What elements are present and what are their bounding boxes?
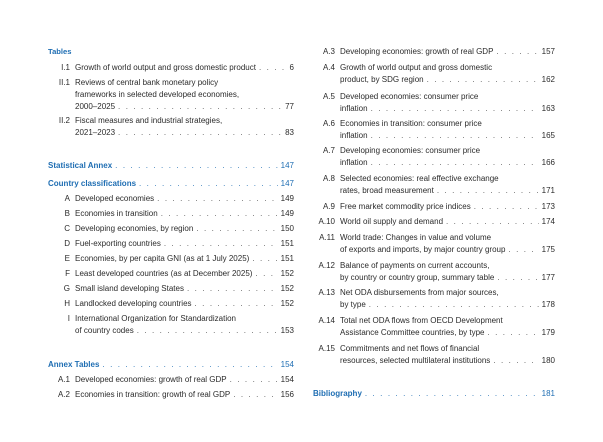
leader-dots: [365, 389, 539, 398]
toc-entry-number: A.6: [322, 119, 335, 128]
toc-entry[interactable]: [313, 91, 555, 115]
leader-dots: [493, 355, 538, 367]
toc-entry-number: A.4: [322, 63, 335, 72]
toc-entry-title: Reviews of central bank monetary policy: [75, 78, 219, 87]
statistical-annex-page: 147: [280, 161, 294, 170]
toc-entry[interactable]: [313, 173, 555, 197]
toc-entry-page: 152: [280, 284, 294, 293]
toc-entry-title: Economies in transition: growth of real GDP: [75, 390, 231, 399]
toc-entry-number: A.2: [57, 390, 70, 399]
toc-entry-page: 156: [280, 390, 294, 399]
toc-entry-title: Selected economies: real effective exchange: [340, 174, 499, 183]
leader-dots: [259, 62, 287, 74]
toc-entry-title: Free market commodity price indices: [340, 202, 471, 211]
leader-dots: [195, 298, 278, 310]
toc-entry-title: product, by SDG region: [340, 75, 424, 84]
toc-entry-number: G: [63, 284, 70, 293]
leader-dots: [102, 360, 277, 369]
toc-entry[interactable]: [313, 145, 555, 169]
toc-entry-title: Developing economies: consumer price: [340, 146, 481, 155]
toc-entry-page: 152: [280, 299, 294, 308]
toc-entry[interactable]: [48, 115, 294, 139]
toc-entry[interactable]: [48, 313, 294, 337]
statistical-annex-label: Statistical Annex: [48, 161, 113, 170]
toc-entry-number: A.5: [322, 92, 335, 101]
leader-dots: [255, 268, 277, 280]
toc-entry-page: 175: [541, 245, 555, 254]
toc-entry-page: 77: [285, 102, 294, 111]
toc-entry-title: frameworks in selected developed economies,: [75, 90, 240, 99]
toc-entry-number: D: [64, 239, 70, 248]
leader-dots: [496, 46, 538, 58]
toc-entry-title: Assistance Committee countries, by type: [340, 328, 485, 337]
leader-dots: [137, 325, 278, 337]
toc-entry-page: 83: [285, 128, 294, 137]
toc-entry-title: Economies in transition: [75, 209, 158, 218]
toc-entry-page: 151: [280, 254, 294, 263]
toc-entry-title: Total net ODA flows from OECD Development: [340, 316, 503, 325]
toc-entry-title: Net ODA disbursements from major sources,: [340, 288, 499, 297]
annex-tables-entry[interactable]: [48, 360, 294, 369]
leader-dots: [115, 161, 277, 170]
toc-entry-page: 166: [541, 158, 555, 167]
toc-entry-title: Commitments and net flows of financial: [340, 344, 480, 353]
toc-entry-page: 153: [280, 326, 294, 335]
tables-heading: Tables: [48, 47, 72, 56]
toc-entry[interactable]: [313, 287, 555, 311]
toc-entry-title: Developed economies: [75, 194, 155, 203]
toc-entry[interactable]: [313, 118, 555, 142]
leader-dots: [164, 238, 278, 250]
toc-entry-title: of country codes: [75, 326, 134, 335]
toc-entry-title: 2021–2023: [75, 128, 116, 137]
bibliography-page: 181: [541, 389, 555, 398]
leader-dots: [233, 389, 277, 401]
toc-entry-title: Growth of world output and gross domestic product: [75, 63, 256, 72]
toc-entry-number: B: [64, 209, 70, 218]
toc-entry[interactable]: [313, 62, 555, 86]
toc-entry-number: I: [67, 314, 70, 323]
toc-entry[interactable]: [48, 193, 294, 205]
toc-entry-title: of exports and imports, by major country group: [340, 245, 506, 254]
bibliography-label: Bibliography: [313, 389, 362, 398]
toc-entry-number: II.2: [58, 116, 70, 125]
toc-entry[interactable]: [313, 232, 555, 256]
toc-entry-page: 163: [541, 104, 555, 113]
toc-entry[interactable]: [313, 315, 555, 339]
toc-entry-page: 162: [541, 75, 555, 84]
leader-dots: [371, 103, 539, 115]
toc-entry-title: by country or country group, summary table: [340, 273, 495, 282]
toc-entry[interactable]: [48, 238, 294, 250]
leader-dots: [139, 179, 278, 188]
toc-entry-title: Developing economies: growth of real GDP: [340, 47, 494, 56]
toc-entry-title: Balance of payments on current accounts,: [340, 261, 490, 270]
toc-entry[interactable]: [313, 260, 555, 284]
toc-entry[interactable]: [313, 201, 555, 213]
toc-entry-title: by type: [340, 300, 366, 309]
leader-dots: [252, 253, 277, 265]
leader-dots: [497, 272, 538, 284]
country-classifications-label: Country classifications: [48, 179, 137, 188]
toc-entry-title: rates, broad measurement: [340, 186, 434, 195]
toc-entry-number: H: [64, 299, 70, 308]
toc-entry[interactable]: [313, 216, 555, 228]
leader-dots: [118, 127, 282, 139]
toc-entry-title: inflation: [340, 104, 368, 113]
toc-entry[interactable]: [48, 298, 294, 310]
toc-entry-title: Economies, by per capita GNI (as at 1 July 2025): [75, 254, 250, 263]
toc-entry-number: A.15: [318, 344, 335, 353]
toc-entry-title: World oil supply and demand: [340, 217, 444, 226]
toc-entry-page: 152: [280, 269, 294, 278]
leader-dots: [508, 244, 538, 256]
toc-entry-page: 179: [541, 328, 555, 337]
toc-entry-number: A.14: [318, 316, 335, 325]
toc-entry[interactable]: [48, 268, 294, 280]
bibliography-entry[interactable]: [313, 389, 555, 398]
toc-entry-number: A.13: [318, 288, 335, 297]
leader-dots: [446, 216, 539, 228]
toc-entry[interactable]: [48, 62, 294, 74]
toc-entry-title: Least developed countries (as at December 2025): [75, 269, 253, 278]
toc-entry-title: resources, selected multilateral institutions: [340, 356, 491, 365]
toc-entry-title: Fuel-exporting countries: [75, 239, 161, 248]
toc-entry-number: F: [65, 269, 70, 278]
toc-entry[interactable]: [48, 223, 294, 235]
toc-entry-number: A.1: [57, 375, 70, 384]
toc-entry-page: 173: [541, 202, 555, 211]
toc-entry-title: inflation: [340, 131, 368, 140]
statistical-annex-entry[interactable]: [48, 161, 294, 170]
toc-entry-page: 180: [541, 356, 555, 365]
toc-entry-number: A.11: [319, 233, 335, 242]
toc-entry-page: 165: [541, 131, 555, 140]
annex-tables-label: Annex Tables: [48, 360, 100, 369]
toc-entry-title: Developed economies: growth of real GDP: [75, 375, 227, 384]
leader-dots: [427, 74, 539, 86]
toc-entry-number: II.1: [58, 78, 70, 87]
toc-entry[interactable]: [48, 283, 294, 295]
leader-dots: [161, 208, 278, 220]
toc-entry-number: I.1: [61, 63, 70, 72]
toc-entry-title: Economies in transition: consumer price: [340, 119, 482, 128]
country-classifications-page: 147: [280, 179, 294, 188]
annex-tables-page: 154: [280, 360, 294, 369]
toc-entry-title: Landlocked developing countries: [75, 299, 192, 308]
toc-entry-title: 2000–2025: [75, 102, 116, 111]
toc-entry[interactable]: [313, 46, 555, 58]
leader-dots: [371, 157, 539, 169]
toc-entry-page: 171: [541, 186, 555, 195]
leader-dots: [230, 374, 278, 386]
leader-dots: [371, 130, 539, 142]
toc-entry-number: A.10: [318, 217, 335, 226]
toc-entry[interactable]: [313, 343, 555, 367]
toc-entry-page: 177: [541, 273, 555, 282]
toc-entry-title: Small island developing States: [75, 284, 184, 293]
toc-entry[interactable]: [48, 208, 294, 220]
toc-entry-number: A.12: [318, 261, 335, 270]
leader-dots: [187, 283, 278, 295]
leader-dots: [369, 299, 539, 311]
toc-entry-page: 150: [280, 224, 294, 233]
toc-entry-title: inflation: [340, 158, 368, 167]
leader-dots: [474, 201, 539, 213]
toc-entry-page: 6: [289, 63, 294, 72]
toc-entry-number: A.7: [322, 146, 335, 155]
country-classifications-entry[interactable]: [48, 179, 294, 188]
leader-dots: [488, 327, 539, 339]
toc-entry-page: 149: [280, 194, 294, 203]
toc-entry-page: 157: [541, 47, 555, 56]
toc-entry-page: 151: [280, 239, 294, 248]
leader-dots: [196, 223, 277, 235]
toc-entry-title: Developing economies, by region: [75, 224, 194, 233]
toc-entry-page: 154: [280, 375, 294, 384]
leader-dots: [437, 185, 539, 197]
toc-entry-number: A.9: [322, 202, 335, 211]
toc-entry-title: Developed economies: consumer price: [340, 92, 479, 101]
toc-entry-title: International Organization for Standardization: [75, 314, 236, 323]
toc-entry-number: A: [64, 194, 70, 203]
toc-entry-title: World trade: Changes in value and volume: [340, 233, 492, 242]
toc-entry-page: 178: [541, 300, 555, 309]
toc-entry-page: 149: [280, 209, 294, 218]
toc-entry-number: C: [64, 224, 70, 233]
toc-entry[interactable]: [48, 253, 294, 265]
toc-entry[interactable]: [48, 77, 294, 113]
leader-dots: [157, 193, 277, 205]
leader-dots: [118, 101, 282, 113]
toc-entry-number: A.3: [322, 47, 335, 56]
toc-entry[interactable]: [48, 374, 294, 386]
toc-entry-title: Growth of world output and gross domestic: [340, 63, 493, 72]
toc-entry-title: Fiscal measures and industrial strategies,: [75, 116, 223, 125]
toc-entry-page: 174: [541, 217, 555, 226]
toc-entry[interactable]: [48, 389, 294, 401]
toc-entry-number: E: [64, 254, 70, 263]
toc-entry-number: A.8: [322, 174, 335, 183]
